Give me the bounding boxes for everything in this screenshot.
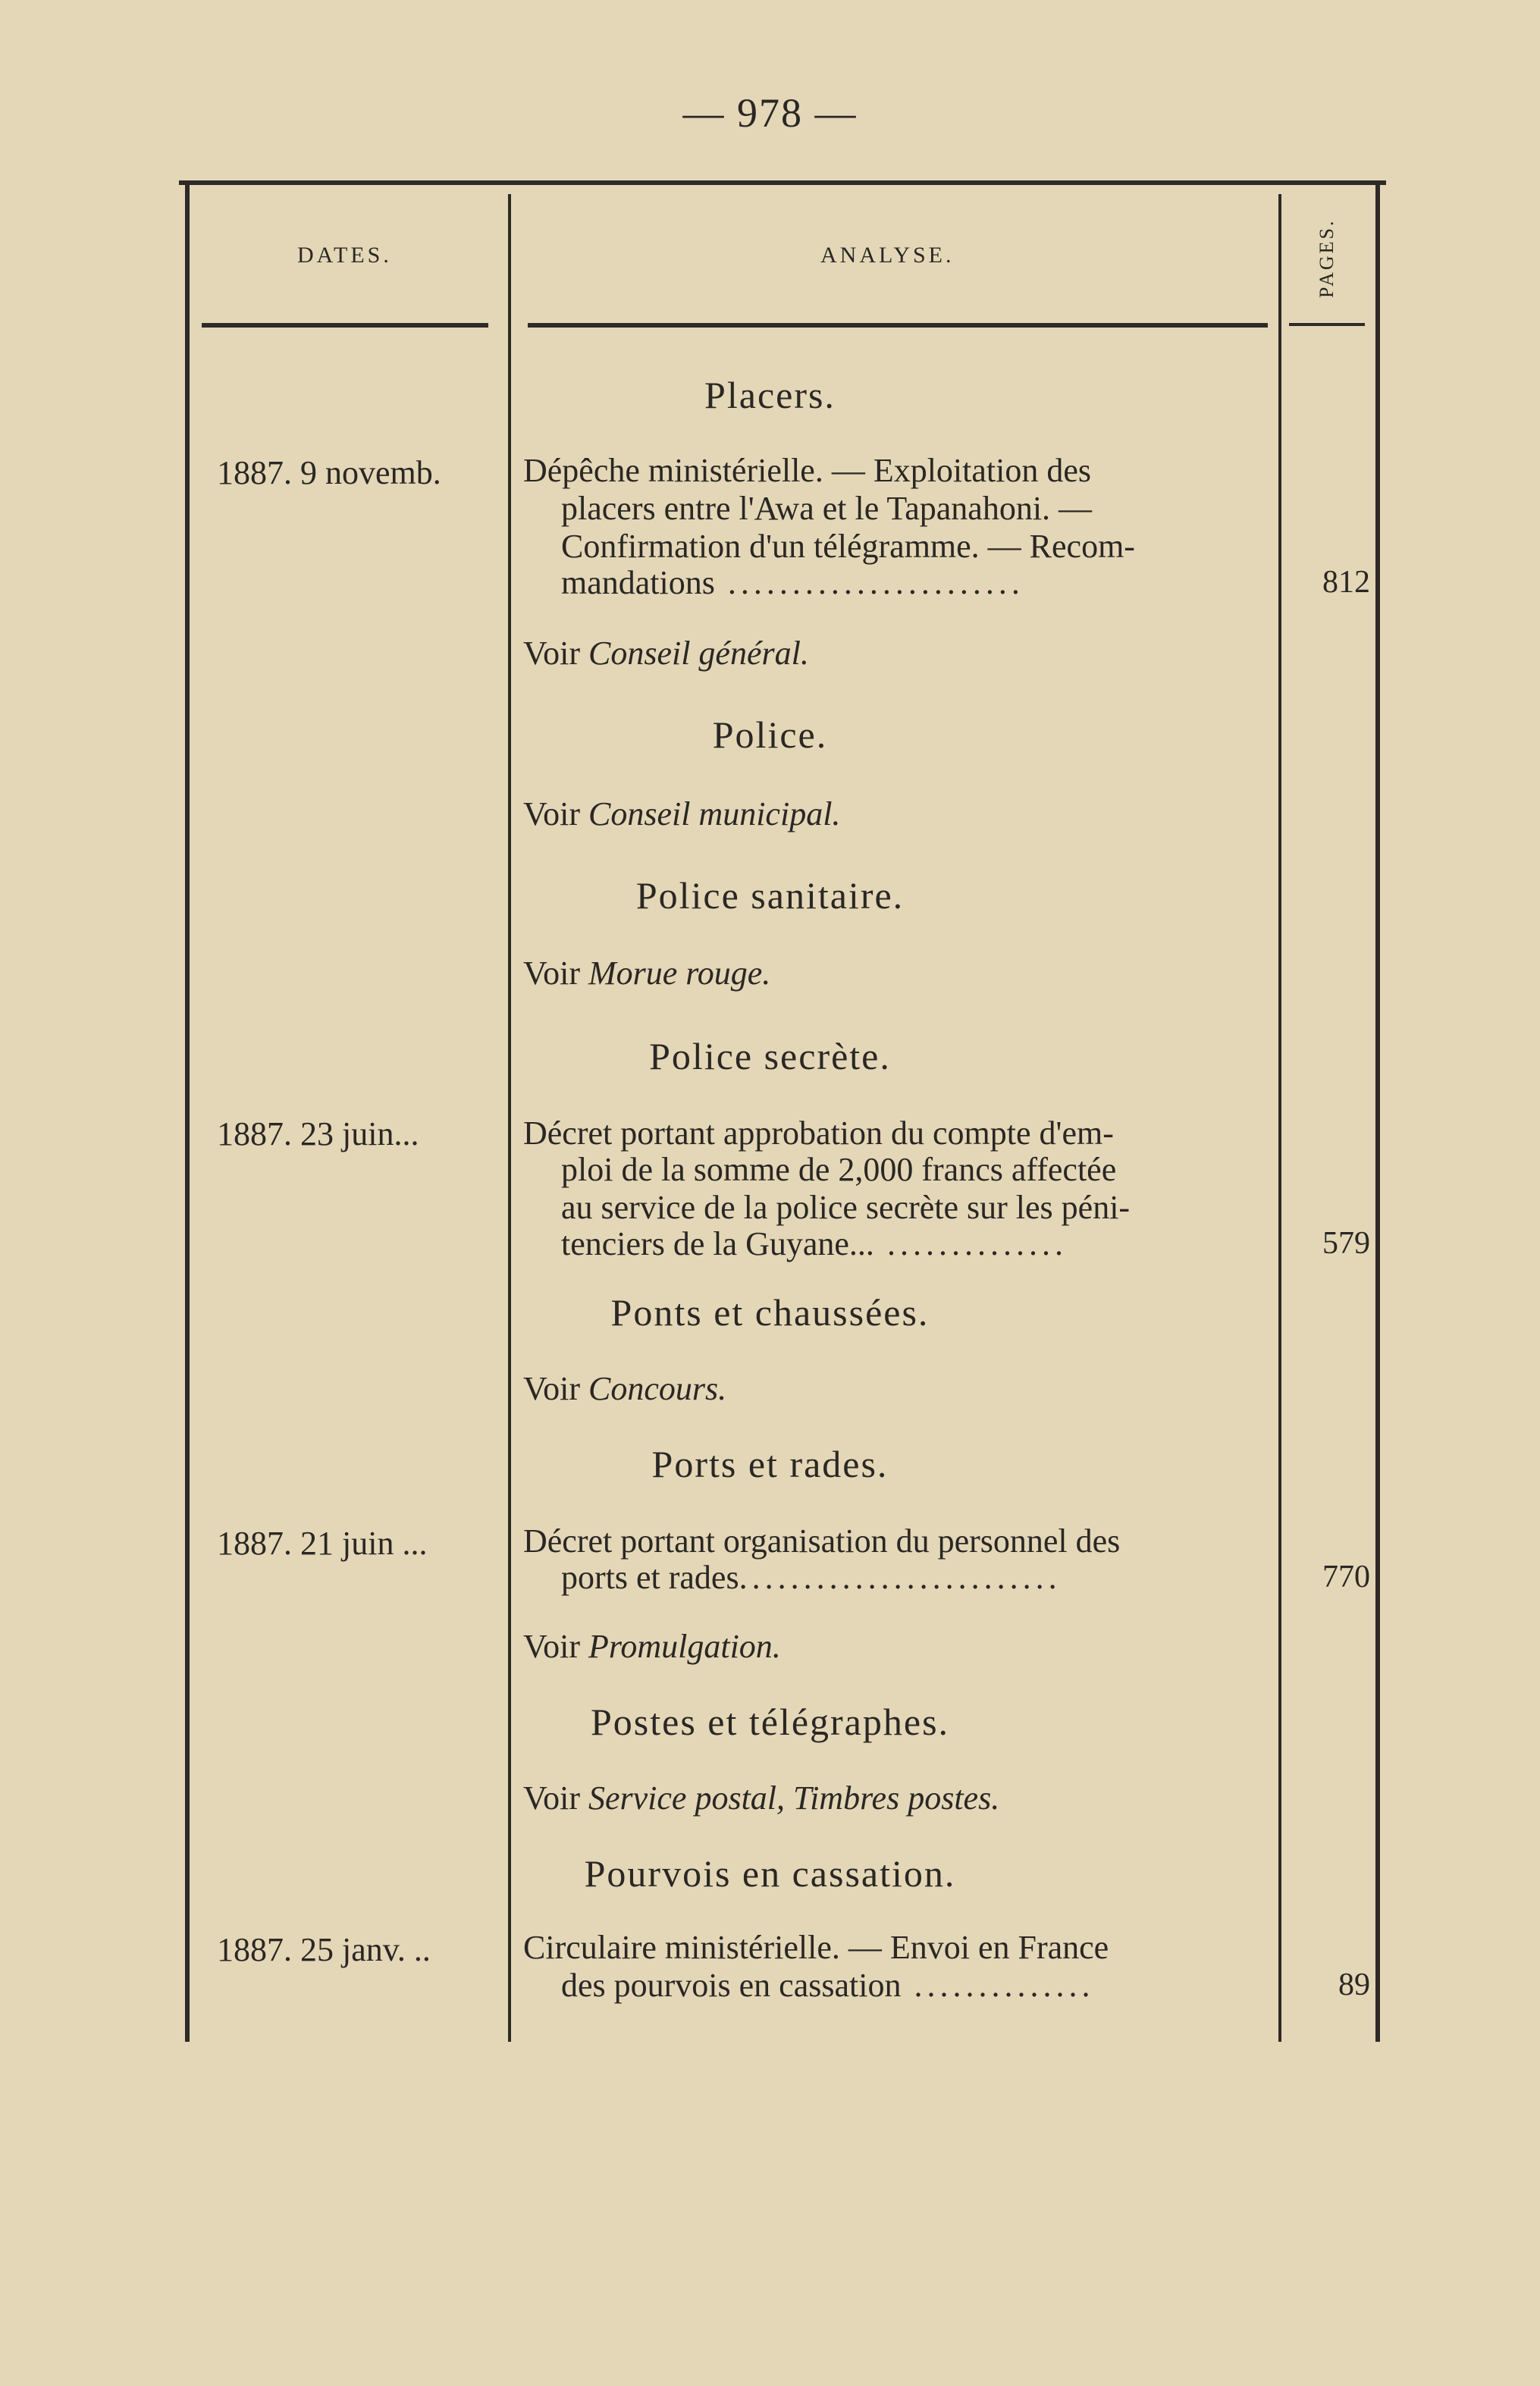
entry-page: 579 xyxy=(1322,1226,1370,1261)
header-rule-pages xyxy=(1289,323,1365,326)
column-header-analyse: ANALYSE. xyxy=(820,243,955,268)
section-title-police-secrete: Police secrète. xyxy=(649,1035,891,1077)
entry-date: 1887. 21 juin ... xyxy=(217,1525,428,1562)
section-title-postes: Postes et télégraphes. xyxy=(590,1701,950,1743)
entry-line: tenciers de la Guyane... .............. xyxy=(561,1225,1068,1262)
section-title-pourvois: Pourvois en cassation. xyxy=(584,1852,956,1895)
entry-line: au service de la police secrète sur les péni- xyxy=(561,1189,1131,1226)
entry-line: Décret portant approbation du compte d'em- xyxy=(523,1115,1114,1152)
entry-line: ports et rades......................... xyxy=(561,1559,1062,1596)
entry-line: Circulaire ministérielle. — Envoi en France xyxy=(523,1929,1109,1966)
column-divider-pages xyxy=(1278,194,1281,2042)
see-also-ref: Promulgation. xyxy=(588,1628,781,1665)
see-also-ref: Conseil municipal. xyxy=(588,795,841,832)
entry-page: 770 xyxy=(1322,1560,1370,1594)
table-right-border xyxy=(1375,180,1380,2042)
entry-date: 1887. 25 janv. .. xyxy=(217,1931,431,1968)
see-also-ref: Concours. xyxy=(588,1370,727,1407)
section-title-police-sanitaire: Police sanitaire. xyxy=(635,874,905,917)
header-rule-analyse xyxy=(528,323,1268,328)
see-also: Voir Conseil général. xyxy=(523,635,809,672)
see-also: Voir Service postal, Timbres postes. xyxy=(523,1779,1000,1817)
column-header-dates: DATES. xyxy=(297,243,392,268)
column-header-pages: PAGES. xyxy=(1316,218,1338,298)
table-top-rule xyxy=(179,180,1386,185)
section-title-placers: Placers. xyxy=(704,374,836,416)
section-title-ports: Ports et rades. xyxy=(651,1443,889,1485)
column-divider-dates xyxy=(508,194,511,2042)
entry-line: placers entre l'Awa et le Tapanahoni. — xyxy=(561,490,1093,527)
see-also: Voir Conseil municipal. xyxy=(523,795,841,832)
see-also-ref: Service postal, Timbres postes. xyxy=(588,1779,1000,1817)
entry-line: Dépêche ministérielle. — Exploitation des xyxy=(523,452,1092,489)
section-title-police: Police. xyxy=(712,713,828,756)
entry-page: 89 xyxy=(1338,1967,1370,2002)
header-rule-dates xyxy=(202,323,488,328)
see-also: Voir Concours. xyxy=(523,1370,727,1407)
entry-line: Décret portant organisation du personnel des xyxy=(523,1522,1121,1560)
entry-line: des pourvois en cassation .............. xyxy=(561,1967,1095,2004)
entry-date: 1887. 9 novemb. xyxy=(217,454,441,491)
entry-line: mandations ....................... xyxy=(561,564,1024,601)
table-left-border xyxy=(185,180,190,2042)
entry-page: 812 xyxy=(1322,565,1370,600)
see-also: Voir Morue rouge. xyxy=(523,955,771,992)
see-also-ref: Conseil général. xyxy=(588,635,809,672)
entry-line: Confirmation d'un télégramme. — Recom- xyxy=(561,528,1135,565)
see-also-ref: Morue rouge. xyxy=(588,955,771,992)
section-title-ponts: Ponts et chaussées. xyxy=(610,1291,930,1334)
entry-line: ploi de la somme de 2,000 francs affectée xyxy=(561,1151,1117,1188)
see-also: Voir Promulgation. xyxy=(523,1628,781,1665)
entry-date: 1887. 23 juin... xyxy=(217,1115,419,1152)
page-number: — 978 — xyxy=(682,90,858,136)
